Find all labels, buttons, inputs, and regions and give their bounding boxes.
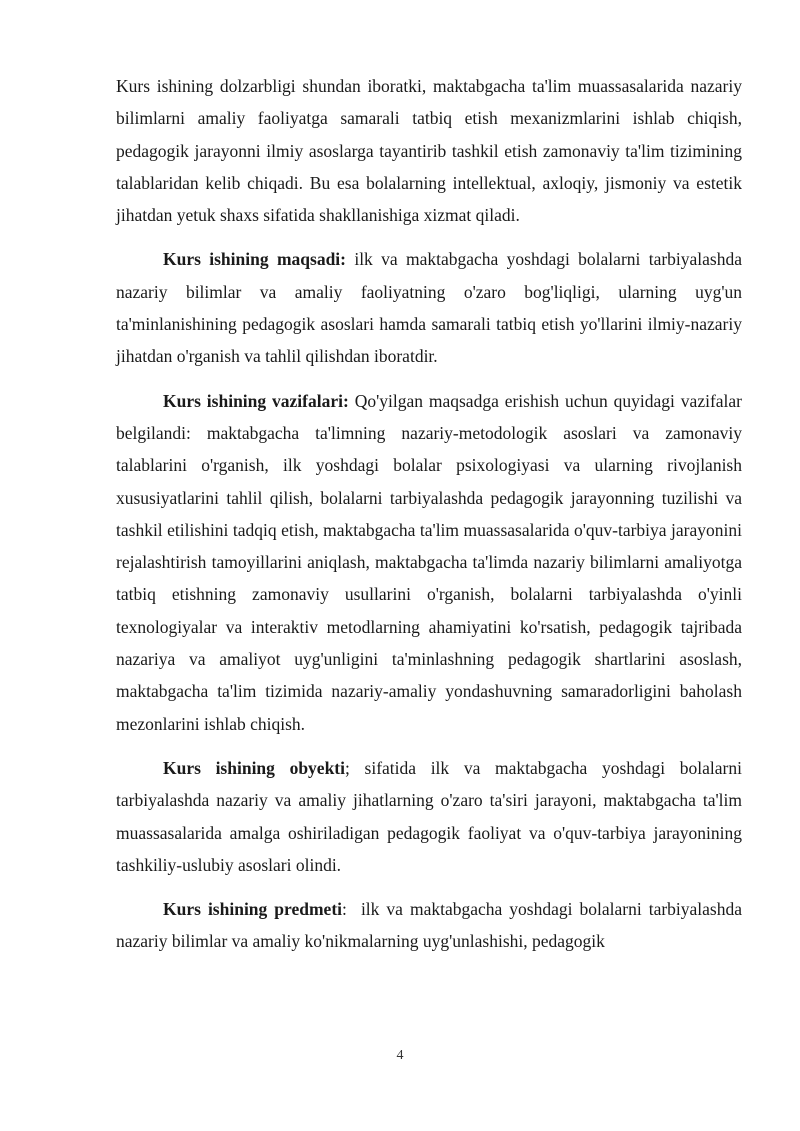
paragraph-separator: ; — [345, 757, 350, 778]
paragraph-separator: : — [342, 899, 347, 920]
paragraph-text: sifatida ilk va maktabgacha yoshdagi bolalarni tarbiyalashda nazariy va amaliy jihatlarning o'zaro ta'siri jarayoni, maktabgacha ta'lim muassasalarida amalga oshiriladigan pedagogik faoliyat va o'quv-tarbiya jarayonining tashkiliy-uslubiy asoslari olindi. — [116, 757, 742, 875]
paragraph-heading: Kurs ishining maqsadi: — [163, 249, 346, 270]
paragraph-heading: Kurs ishining predmeti — [163, 899, 343, 920]
paragraph-text: Qo'yilgan maqsadga erishish uchun quyidagi vazifalar belgilandi: maktabgacha ta'limning nazariy-metodologik asoslari va zamonaviy talablarini o'rganish, ilk yoshdagi bolalar psixologiyasi va ularning rivojlanish xususiyatlarini tahlil qilish, bolalarni tarbiyalashda pedagogik jarayonning tuzilishi va tashkil etilishini tadqiq etish, maktabgacha ta'lim muassasalarida o'quv-tarbiya jarayonini rejalashtirish tamoyillarini aniqlash, maktabgacha ta'limda nazariy bilimlarni amaliyotga tatbiq etishning zamonaviy usullarini o'rganish, bolalarni tarbiyalashda o'yinli texnologiyalar va interaktiv metodlarning ahamiyatini ko'rsatish, pedagogik tajribada nazariya va amaliyot uyg'unligini ta'minlashning pedagogik shartlarini asoslash, maktabgacha ta'lim tizimida nazariy-amaliy yondashuvning samaradorligini baholash mezonlarini ishlab chiqish. — [116, 390, 743, 734]
paragraph-heading: Kurs ishining obyekti — [163, 757, 345, 778]
paragraph-relevance — [116, 70, 742, 231]
paragraph-text: ilk va maktabgacha yoshdagi bolalarni tarbiyalashda nazariy bilimlar va amaliy ko'nikmalarning uyg'unlashishi, pedagogik — [116, 899, 747, 952]
paragraph-heading: Kurs ishining vazifalari: — [163, 390, 349, 411]
document-page — [116, 70, 747, 970]
page-number: 4 — [396, 1048, 404, 1063]
paragraph-subject — [116, 893, 747, 958]
paragraph-goal — [116, 243, 742, 372]
paragraph-text: ilk va maktabgacha yoshdagi bolalarni tarbiyalashda nazariy bilimlar va amaliy faoliyatning o'zaro bog'liqligi, ularning uyg'un ta'minlanishining pedagogik asoslari hamda samarali tatbiq etish yo'llarini ilmiy-nazariy jihatdan o'rganish va tahlil qilishdan iboratdir. — [116, 249, 743, 367]
paragraph-text: Kurs ishining dolzarbligi shundan iboratki, maktabgacha ta'lim muassasalarida nazariy bilimlarni amaliy faoliyatga samarali tatbiq etish mexanizmlarini ishlab chiqish, pedagogik jarayonni ilmiy asoslarga tayantirib tashkil etish zamonaviy ta'lim tizimining talablaridan kelib chiqadi. Bu esa bolalarning intellektual, axloqiy, jismoniy va estetik jihatdan yetuk shaxs sifatida shakllanishiga xizmat qiladi. — [116, 76, 742, 226]
paragraph-tasks — [116, 385, 742, 740]
paragraph-object — [116, 752, 742, 881]
